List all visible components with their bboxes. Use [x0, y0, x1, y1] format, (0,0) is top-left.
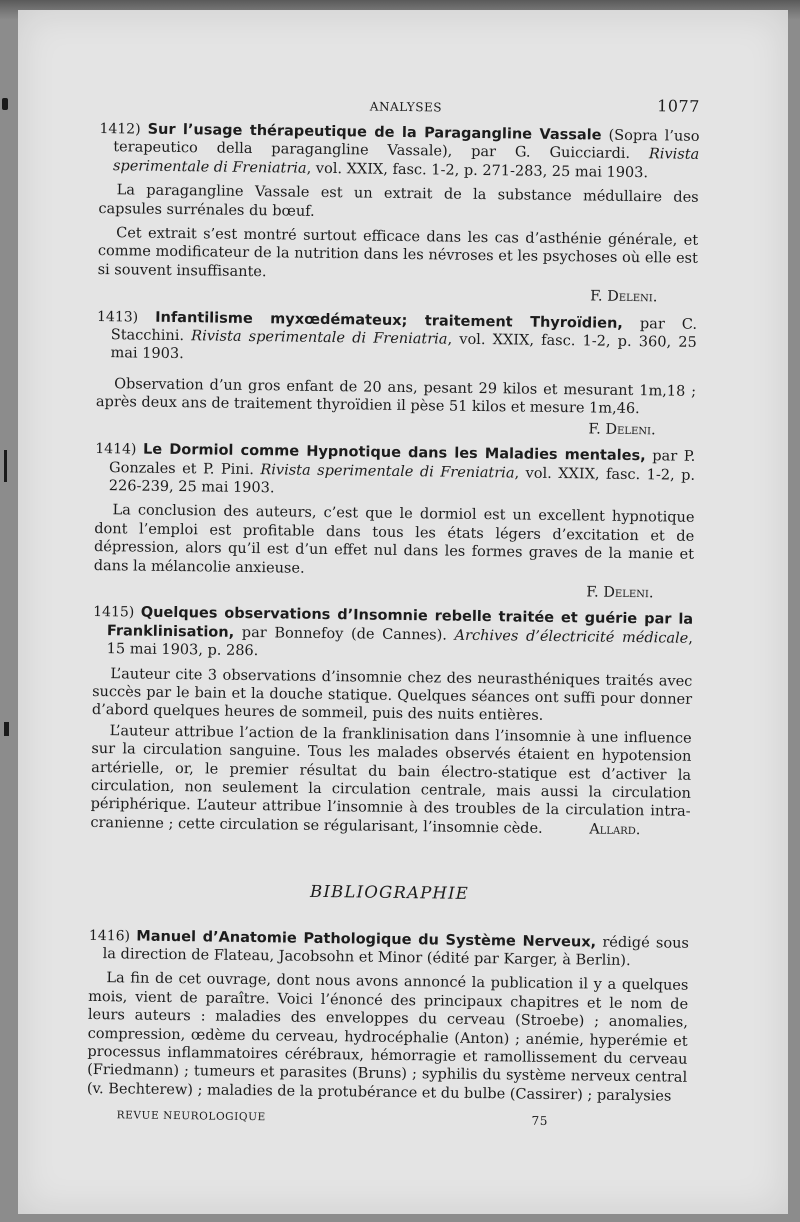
entry-paragraph [90, 722, 691, 840]
entry-journal: Rivista sperimentale di Freniatria [112, 146, 700, 177]
abstract-entry-1414 [93, 440, 695, 603]
footer-sheet-number: 75 [531, 1114, 549, 1129]
entry-details: , vol. XXIX, fasc. 1-2, p. 271-283, 25 mai 1903. [306, 160, 649, 181]
entry-reference: (Sopra l’uso terapeutico della paragangline Vassale), par G. Guicciardi. [113, 127, 700, 163]
entry-number: 1414) [95, 441, 137, 458]
entry-signature: F. Deleni. [586, 584, 654, 602]
abstract-entry-1412 [97, 120, 699, 307]
entry-paragraph-text: L’auteur attribue l’action de la franklinisation dans l’insomnie à une influence sur la circulation sanguine. Tous les malades observés étaient en hypotension artérielle, or, le premier résultat du bain électro-statique est d’activer la circulation, non seulement la circulation centrale, mais aussi la circulation périphérique. L’auteur attribue l’insomnie à des troubles de la circulation intra-cranienne ; cette circulation se régularisant, l’insomnie cède. [90, 722, 692, 837]
running-head [100, 92, 700, 120]
page-number: 1077 [657, 96, 700, 116]
bibliography-entry-1416 [87, 927, 689, 1106]
abstract-entry-1415 [90, 603, 693, 840]
entry-title: Quelques observations d’Insomnie rebelle traitée et guérie par la Franklinisation, [106, 604, 694, 641]
entry-details: , 15 mai 1903, p. 286. [106, 630, 694, 660]
journal-page [18, 10, 788, 1214]
entry-paragraph: La conclusion des auteurs, c’est que le dormiol est un excellent hypnotique dont l’emploi est profitable dans tous les états légers d’excitation et de dépression, alors qu’il est d’un effet nul dans les formes graves de la manie et dans la mélancolie anxieuse. [93, 502, 695, 577]
entry-journal: Archives d’électricité médicale [454, 627, 689, 647]
running-head-title: ANALYSES [369, 99, 443, 115]
entry-paragraph: L’auteur cite 3 observations d’insomnie chez des neurasthéniques traités avec succès par le bain et la douche statique. Quelques séances ont suffi pour donner d’abord quelques heures de sommeil, puis des nuits entières. [91, 665, 693, 725]
entry-paragraph: La fin de cet ouvrage, dont nous avons annoncé la publication il y a quelques mois, vient de paraître. Voici l’énoncé des principaux chapitres et le nom de leurs auteurs : maladies des enveloppes du cerveau (Stroebe) ; anomalies, compression, œdème du cerveau, hydrocéphalie (Anton) ; anémie, hyperémie et processus inflammatoires cérébraux, hémorragie et ramollissement du cerveau (Friedmann) ; tumeurs et parasites (Bruns) ; syphilis du système nerveux central (v. Bechterew) ; maladies de la protubérance et du bulbe (Cassirer) ; paralysies [86, 970, 689, 1105]
entry-reference: par C. Stacchini. [110, 315, 698, 345]
binding-mark [2, 98, 8, 110]
entry-number: 1413) [96, 308, 139, 326]
abstract-entry-1413 [96, 308, 698, 440]
footer-journal: REVUE NEUROLOGIQUE [116, 1109, 266, 1124]
entry-heading [95, 440, 696, 503]
entry-heading [99, 120, 700, 183]
entry-paragraph: Observation d’un gros enfant de 20 ans, pesant 29 kilos et mesurant 1m,18 ; après deux ans de traitement thyroïdien il pèse 51 kilos et mesure 1m,46. [95, 376, 697, 418]
entry-number: 1416) [88, 927, 131, 945]
entry-title: Infantilisme myxœdémateux; traitement Thyroïdien, [155, 309, 623, 332]
entry-journal: Rivista sperimentale di Freniatria [260, 461, 515, 481]
bibliography-heading: BIBLIOGRAPHIE [309, 882, 470, 904]
page-footer [86, 1106, 686, 1132]
entry-title: Manuel d’Anatomie Pathologique du Système Nerveux, [136, 928, 597, 951]
entry-details: , vol. XXIX, fasc. 1-2, p. 226-239, 25 mai 1903. [108, 464, 696, 497]
entry-heading [89, 927, 689, 972]
entry-signature: Allard. [589, 821, 641, 838]
binding-mark [4, 722, 9, 736]
entry-heading [93, 603, 694, 666]
entry-paragraph: Cet extrait s’est montré surtout efficace dans les cas d’asthénie générale, et comme modificateur de la nutrition dans les névroses et les psychoses où elle est si souvent insuffisante. [97, 225, 699, 281]
entry-heading [96, 308, 697, 371]
entry-signature: F. Deleni. [588, 421, 656, 438]
entry-signature: F. Deleni. [590, 288, 658, 306]
entry-number: 1412) [99, 120, 141, 138]
entry-number: 1415) [93, 604, 135, 621]
entry-journal: Rivista sperimentale di Freniatria [191, 328, 448, 348]
entry-reference: par Bonnefoy (de Cannes). [241, 624, 455, 644]
entry-reference: par P. Gonzales et P. Pini. [108, 448, 696, 478]
entry-details: , vol. XXIX, fasc. 1-2, p. 360, 25 mai 1903. [110, 331, 697, 363]
entry-title: Sur l’usage thérapeutique de la Paragangline Vassale [147, 121, 602, 144]
entry-title: Le Dormiol comme Hypnotique dans les Maladies mentales, [142, 441, 646, 465]
page-content [86, 92, 699, 1132]
binding-mark [4, 450, 7, 482]
entry-reference: rédigé sous la direction de Flateau, Jacobsohn et Minor (édité par Karger, à Berlin). [102, 934, 690, 970]
entry-paragraph: La paragangline Vassale est un extrait de la substance médullaire des capsules surrénales du bœuf. [98, 182, 699, 220]
